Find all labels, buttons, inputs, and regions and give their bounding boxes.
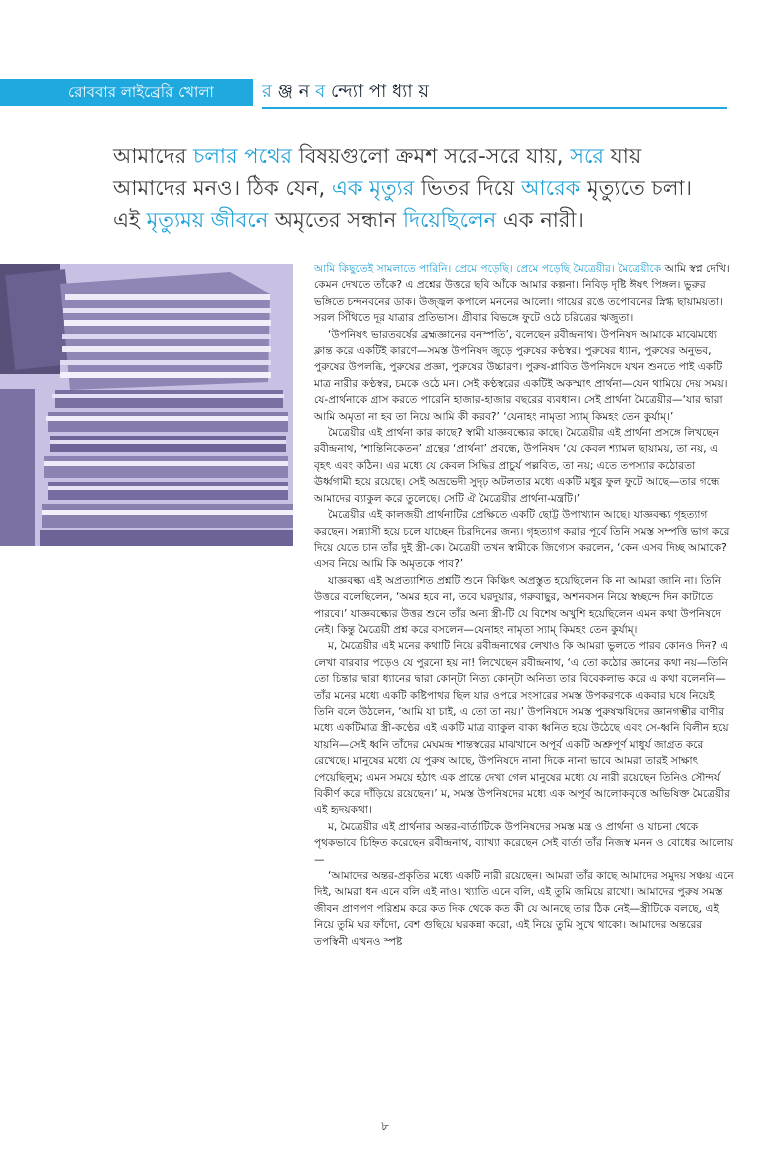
pull-quote-text: অমৃতের সন্ধান (268, 208, 403, 232)
pull-quote-highlight: সরে (570, 144, 604, 168)
article-paragraph: ম, মৈত্রেয়ীর এই প্রার্থনার অন্তর-বার্তাটিকে উপনিষদের সমস্ত মন্ত্র ও প্রার্থনা ও যাচনা থেকে পৃথকভাবে চিহ্নিত করেছেন রবীন্দ্রনাথ, ব্যাখ্যা করেছেন সেই বার্তা তাঁর নিজস্ব মনন ও বোধের আলোয়— (314, 820, 734, 866)
article-paragraph (314, 261, 734, 327)
pull-quote-text: যায় আমাদের মনও। ঠিক যেন, (113, 144, 642, 200)
article-paragraph: ‘উপনিষৎ ভারতবর্ষের ব্রহ্মজ্ঞানের বনস্পতি’, বলেছেন রবীন্দ্রনাথ। উপনিষদ আমাকে মাঝেমধ্যে ক্লান্ত করে একটিই কারণে—সমস্ত উপনিষদ জুড়ে পুরুষের কণ্ঠস্বর। পুরুষের ধ্যান, পুরুষের অনুভব, পুরুষের উপলব্ধি, পুরুষের প্রজ্ঞা, পুরুষের উচ্চারণ। পুরুষ-প্লাবিত উপনিষদে যখন শুনতে পাই একটি মাত্র নারীর কণ্ঠস্বর, চমকে ওঠে মন। সেই কণ্ঠস্বরের একটিই অকস্মাৎ প্রার্থনা—যেন থামিয়ে দেয় সময়। যে-প্রার্থনাকে গ্রাস করতে পারেনি হাজার-হাজার বছরের ব্যবধান। সেই প্রার্থনা মৈত্রেয়ীর—‘যার দ্বারা আমি অমৃতা না হব তা নিয়ে আমি কী করব?’ ‘যেনাহং নামৃতা স্যাম্‌ কিমহং তেন কুর্যাম্‌।’ (314, 328, 728, 423)
books-illustration (0, 264, 293, 546)
author-first-rest: ঞ্জ ন (277, 81, 310, 102)
article-paragraph: মৈত্রেয়ীর এই প্রার্থনা কার কাছে? স্বামী যাজ্ঞবল্ক্যের কাছে। মৈত্রেয়ীর এই প্রার্থনা প্রসঙ্গে লিখছেন রবীন্দ্রনাথ, ‘শান্তিনিকেতন’ গ্রন্থের ‘প্রার্থনা’ প্রবন্ধে, উপনিষদ ‘যে কেবল শ্যামল ছায়াময়, তা নয়, এ বৃহৎ এবং কঠিন। এর মধ্যে যে কেবল সিদ্ধির প্রাচুর্য পল্লবিত, তা নয়; এতে তপস্যার কঠোরতা ঊর্ধ্বগামী হয়ে রয়েছে। সেই অভ্রভেদী সুদৃঢ় অটলতার মধ্যে একটি মধুর ফুল ফুটে আছে—তার গন্ধে আমাদের ব্যাকুল করে তুলেছে। সেটি ঐ মৈত্রেয়ীর প্রার্থনা-মন্ত্রটি।’ (314, 427, 720, 505)
author-last-initial: ব (315, 81, 326, 102)
pull-quote-text: বিষয়গুলো ক্রমশ সরে-সরে যায়, (292, 144, 571, 168)
stack-of-books-photo (0, 264, 293, 546)
article-paragraph-text: আমি স্বপ্ন দেখি। কেমন দেখতে তাঁকে? এ প্রশ্নের উত্তরে ছবি আঁকে আমার কল্পনা। নিবিড় দৃষ্টি ঈষৎ পিঙ্গল। ভুরুর ভঙ্গিতে চন্দনবনের ডাক। উজ্জ্বল কপালে মননের আলো। গায়ের রঙে তপোবনের স্নিগ্ধ ছায়াময়তা। সরল সিঁথিতে দূর যাত্রার প্রতিভাস। গ্রীবার বিভঙ্গে ফুটে ওঠে চরিত্রের ঋজুতা। (314, 263, 730, 325)
article-paragraph: মৈত্রেয়ীর এই কালজয়ী প্রার্থনাটির প্রেক্ষিতে একটি ছোট্ট উপাখ্যান আছে। যাজ্ঞবল্ক্য গৃহত্যাগ করছেন। সন্ন্যাসী হয়ে চলে যাচ্ছেন চিরদিনের জন্য। গৃহত্যাগ করার পূর্বে তিনি সমস্ত সম্পত্তি ভাগ করে দিয়ে যেতে চান তাঁর দুই স্ত্রী-কে। মৈত্রেয়ী তখন স্বামীকে জিগ্যেস করলেন, ‘কেন এসব দিচ্ছ আমাকে? এসব নিয়ে আমি কি অমৃতকে পাব?’ (314, 509, 730, 571)
article-paragraph: ‘আমাদের অন্তর-প্রকৃতির মধ্যে একটি নারী রয়েছেন। আমরা তাঁর কাছে আমাদের সমুদয় সঞ্চয় এনে দিই, আমরা ধন এনে বলি এই নাও। খ্যাতি এনে বলি, এই তুমি জমিয়ে রাখো। আমাদের পুরুষ সমস্ত জীবন প্রাণপণ পরিশ্রম করে কত দিক থেকে কত কী যে আনছে তার ঠিক নেই—স্ত্রীটিকে বলছে, এই নিয়ে তুমি ঘর ফাঁদো, বেশ গুছিয়ে ঘরকন্না করো, এই নিয়ে তুমি সুখে থাকো। আমাদের অন্তরের তপস্বিনী এখনও স্পষ্ট (314, 870, 734, 948)
author-last-rest: ন্দ্যো পা ধ্যা য় (331, 81, 429, 102)
page-number: ৮ (381, 1119, 389, 1133)
article-paragraph: যাজ্ঞবল্ক্য এই অপ্রত্যাশিত প্রশ্নটি শুনে কিঞ্চিৎ অপ্রস্তুত হয়েছিলেন কি না আমরা জানি না। তিনি উত্তরে বলেছিলেন, ‘অমর হবে না, তবে ঘরদুয়ার, গরুবাছুর, অশনবসন নিয়ে স্বচ্ছন্দে দিন কাটাতে পারবে।’ যাজ্ঞবল্ক্যের উত্তর শুনে তাঁর অন্য স্ত্রী-টি যে বিশেষ অখুশি হয়েছিলেন এমন কথা উপনিষদে নেই। কিন্তু মৈত্রেয়ী প্রশ্ন করে বসলেন—যেনাহং নামৃতা স্যাম্‌ কিমহং তেন কুর্যাম্‌। (314, 574, 722, 636)
pull-quote-text: ভিতর দিয়ে (414, 176, 522, 200)
pull-quote-highlight: দিয়েছিলেন (403, 208, 497, 232)
pull-quote-highlight: চলার পথের (192, 144, 293, 168)
header-rule (262, 107, 727, 109)
pull-quote-highlight: মৃত্যুময় জীবনে (146, 208, 269, 232)
pull-quote-text: মৃত্যুতে চলা। এই (113, 176, 692, 232)
article-body (314, 261, 734, 950)
article-lead: আমি কিছুতেই সামলাতে পারিনি। প্রেমে পড়েছি। প্রেমে পড়েছি মৈত্রেয়ীর। মৈত্রেয়ীকে (314, 263, 662, 275)
pull-quote-highlight: আরেক (521, 176, 581, 200)
pull-quote (113, 140, 713, 236)
column-name: রোববার লাইব্রেরি খোলা (68, 83, 214, 101)
author-first-initial: র (262, 81, 272, 102)
pull-quote-highlight: এক মৃত্যুর (331, 176, 415, 200)
pull-quote-text: এক নারী। (496, 208, 584, 232)
pull-quote-text: আমাদের (113, 144, 193, 168)
author-name (262, 80, 429, 104)
article-paragraph: ম, মৈত্রেয়ীর এই মনের কথাটি নিয়ে রবীন্দ্রনাথের লেখাও কি আমরা ভুলতে পারব কোনও দিন? এ লেখা বারবার পড়েও যে পুরনো হয় না! লিখেছেন রবীন্দ্রনাথ, ‘এ তো কঠোর জ্ঞানের কথা নয়—তিনি তো চিন্তার দ্বারা ধ্যানের দ্বারা কোন্‌টা নিত্য কোন্‌টা অনিত্য তার বিবেকলাভ করে এ কথা বলেননি—তাঁর মনের মধ্যে একটি কষ্টিপাথর ছিল যার ওপরে সংসারের সমস্ত উপকরণকে একবার ঘষে নিয়েই তিনি বলে উঠলেন, ‘আমি যা চাই, এ তো তা নয়।’ উপনিষদে সমস্ত পুরুষঋষিদের জ্ঞানগম্ভীর বাণীর মধ্যে একটিমাত্র স্ত্রী-কণ্ঠের এই একটি মাত্র ব্যাকুল বাক্য ধ্বনিত হয়ে উঠেছে এবং সে-ধ্বনি বিলীন হয়ে যায়নি—সেই ধ্বনি তাঁদের মেঘমন্দ্র শান্তস্বরের মাঝখানে অপূর্ব একটি অশ্রুপূর্ণ মাধুর্য জাগ্রত করে রেখেছে। মানুষের মধ্যে যে পুরুষ আছে, উপনিষদে নানা দিকে নানা ভাবে আমরা তারই সাক্ষাৎ পেয়েছিলুম; এমন সময়ে হঠাৎ এক প্রান্তে দেখা গেল মানুষের মধ্যে যে নারী রয়েছেন তিনিও সৌন্দর্য বিকীর্ণ করে দাঁড়িয়ে রয়েছেন।’ ম, সমস্ত উপনিষদের মধ্যে এক অপূর্ব আলোকবৃত্তে অভিষিক্ত মৈত্রেয়ীর এই হৃদয়কথা। (314, 640, 731, 817)
